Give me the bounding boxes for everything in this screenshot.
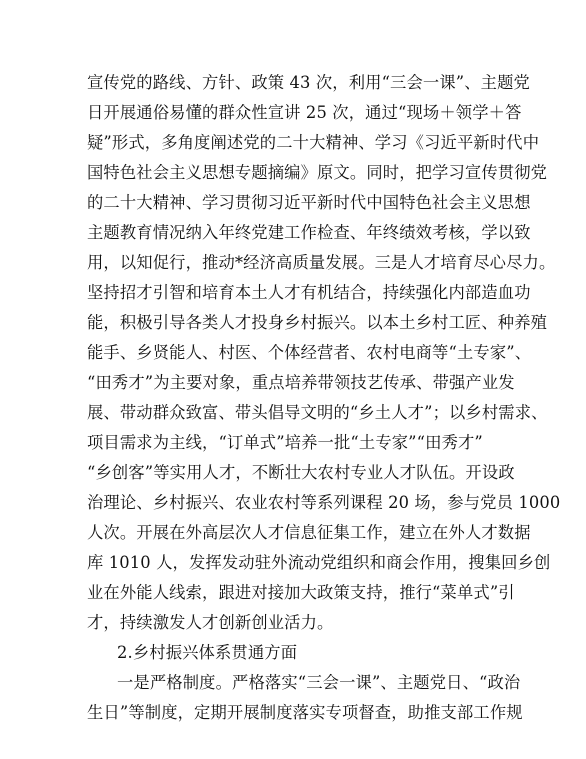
body-text-line: 疑”形式，多角度阐述党的二十大精神、学习《习近平新时代中 bbox=[87, 133, 540, 152]
body-text-line: 宣传党的路线、方针、政策 43 次，利用“三会一课”、主题党 bbox=[87, 73, 530, 92]
body-text-line: 能手、乡贤能人、村医、个体经营者、农村电商等“土专家”、 bbox=[87, 343, 532, 362]
body-text-line: 国特色社会主义思想专题摘编》原文。同时，把学习宣传贯彻党 bbox=[87, 163, 548, 182]
body-text-line: “乡创客”等实用人才，不断壮大农村专业人才队伍。开设政 bbox=[87, 463, 515, 482]
body-text-line: 日开展通俗易懂的群众性宣讲 25 次，通过“现场＋领学＋答 bbox=[87, 103, 522, 122]
body-text-line: 才，持续激发人才创新创业活力。 bbox=[87, 613, 334, 632]
body-text-line: 用，以知促行，推动*经济高质量发展。三是人才培育尽心尽力。 bbox=[87, 253, 556, 272]
body-text-line: 能，积极引导各类人才投身乡村振兴。以本土乡村工匠、种养殖 bbox=[87, 313, 548, 332]
body-text-line: 治理论、乡村振兴、农业农村等系列课程 20 场，参与党员 1000 bbox=[87, 493, 561, 512]
body-text-line: 人次。开展在外高层次人才信息征集工作，建立在外人才数据 bbox=[87, 523, 531, 542]
body-text-line: 项目需求为主线，“订单式”培养一批“土专家”“田秀才” bbox=[87, 433, 483, 452]
body-text-line: 业在外能人线索，跟进对接加大政策支持，推行“菜单式”引 bbox=[87, 583, 515, 602]
body-text-line: 坚持招才引智和培育本土人才有机结合，持续强化内部造血功 bbox=[87, 283, 531, 302]
body-text-line: 展、带动群众致富、带头倡导文明的“乡土人才”；以乡村需求、 bbox=[87, 403, 548, 422]
body-text-line: 的二十大精神、学习贯彻习近平新时代中国特色社会主义思想 bbox=[87, 193, 531, 212]
body-text-line: 库 1010 人，发挥发动驻外流动党组织和商会作用，搜集回乡创 bbox=[87, 553, 551, 572]
body-text-line: 生日”等制度，定期开展制度落实专项督查，助推支部工作规 bbox=[87, 703, 523, 722]
body-text-line: 一是严格制度。严格落实“三会一课”、主题党日、“政治 bbox=[117, 673, 521, 692]
body-text-line: 主题教育情况纳入年终党建工作检查、年终绩效考核，学以致 bbox=[87, 223, 531, 242]
section-heading: 2.乡村振兴体系贯通方面 bbox=[117, 643, 298, 662]
body-text-line: “田秀才”为主要对象，重点培养带领技艺传承、带强产业发 bbox=[87, 373, 515, 392]
